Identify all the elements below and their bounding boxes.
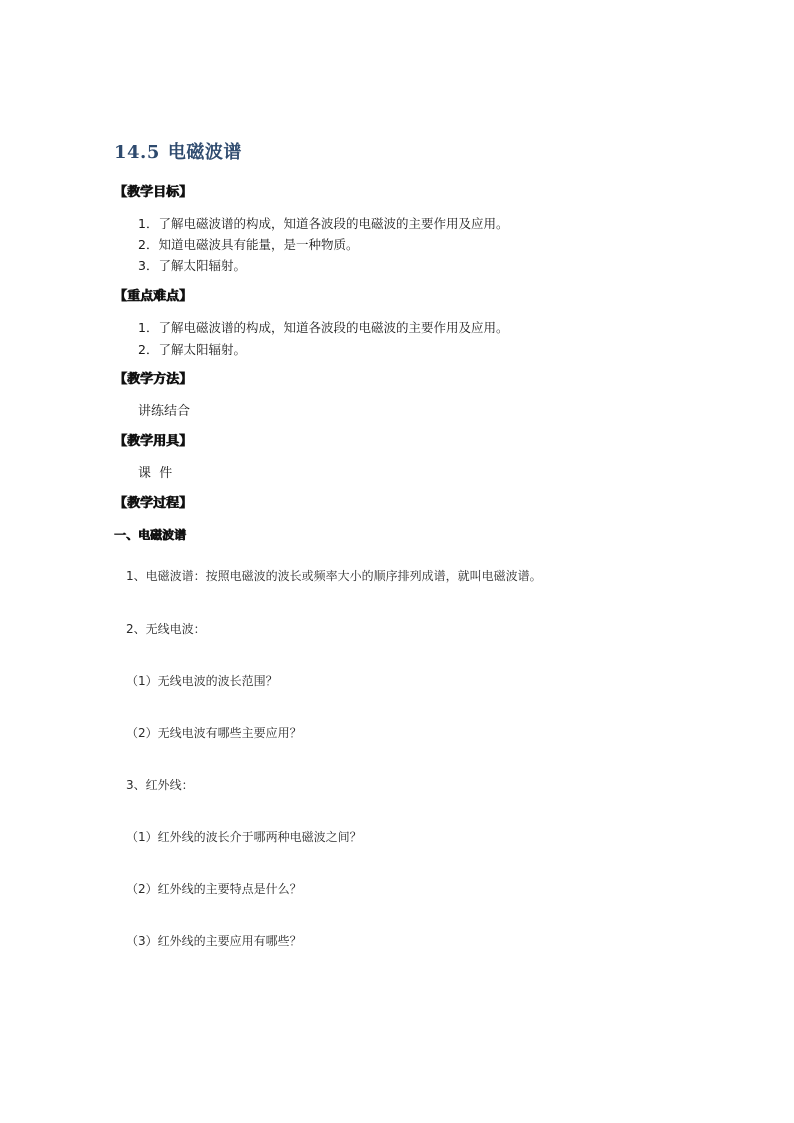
part1-item: （1）红外线的波长介于哪两种电磁波之间？	[126, 830, 362, 844]
goal-item: 1．了解电磁波谱的构成，知道各波段的电磁波的主要作用及应用。	[138, 216, 509, 231]
page-title	[114, 138, 242, 164]
key-point-item: 2．了解太阳辐射。	[138, 342, 246, 357]
section-number: 14.5	[114, 142, 160, 163]
part1-item: （3）红外线的主要应用有哪些？	[126, 934, 302, 948]
part1-item: （2）红外线的主要特点是什么？	[126, 882, 302, 896]
tools-heading: 【教学用具】	[114, 434, 193, 449]
part1-item: 3、红外线：	[126, 778, 194, 792]
goals-heading: 【教学目标】	[114, 185, 193, 200]
method-heading: 【教学方法】	[114, 372, 193, 387]
part1-item: （1）无线电波的波长范围？	[126, 674, 278, 688]
part1-item: 2、无线电波：	[126, 622, 206, 636]
key-points-heading: 【重点难点】	[114, 289, 193, 304]
section-title: 电磁波谱	[167, 142, 242, 163]
goal-item: 3．了解太阳辐射。	[138, 258, 246, 273]
key-point-item: 1．了解电磁波谱的构成，知道各波段的电磁波的主要作用及应用。	[138, 320, 509, 335]
method-text: 讲练结合	[138, 404, 191, 419]
goal-item: 2．知道电磁波具有能量，是一种物质。	[138, 237, 359, 252]
part1-item: （2）无线电波有哪些主要应用？	[126, 726, 302, 740]
part1-heading: 一、电磁波谱	[114, 528, 187, 542]
tools-text: 课 件	[138, 466, 173, 481]
process-heading: 【教学过程】	[114, 496, 193, 511]
part1-item: 1、电磁波谱：按照电磁波的波长或频率大小的顺序排列成谱，就叫电磁波谱。	[126, 569, 542, 583]
